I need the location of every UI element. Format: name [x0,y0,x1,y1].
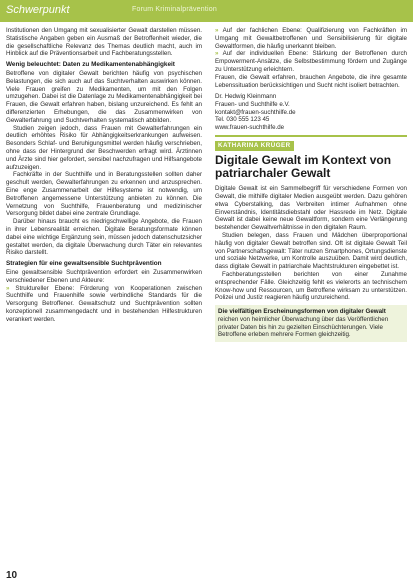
article-title: Digitale Gewalt im Kontext von patriarchaler Gewalt [215,153,392,181]
bullet-arrow-icon: » [6,284,10,292]
paragraph: Digitale Gewalt ist ein Sammelbegriff für verschiedene Formen von Gewalt, die mithilfe digitaler Medien ausgeübt werden. Dazu gehören etwa Cyberstalking, das Verbreiten intimer Aufnahmen ohne Einverständnis, Identitätsdiebstahl oder Hassrede im Netz. Digitale Gewalt ist dabei keine neue Gewaltform, sondern eine Verlängerung bestehender Gewaltverhältnisse in den digitalen Raum. [215,185,407,232]
paragraph: Studien zeigen jedoch, dass Frauen mit Gewalterfahrungen ein deutlich erhöhtes Risiko für Abhängigkeitserkrankungen aufweisen. Besonders Schlaf- und Beruhigungsmittel werden häufig verschrieben, ohne dass der Hintergrund der Beschwerden erfragt wird. Ärztinnen und Ärzte sind hier gefordert, sensibel nachzufragen und Hilfsangebote aufzuzeigen. [6,124,202,171]
highlight-box [215,305,407,342]
section-divider [215,135,407,137]
left-column [6,27,202,323]
contact-line: Frauen- und Suchthilfe e.V. [215,100,290,108]
list-item-text: Auf der individuellen Ebene: Stärkung der Betroffenen durch Empowerment-Ansätze, die Selbstbestimmung fördern und Zugänge zu Unterstützung erleichtern. [215,50,407,73]
paragraph: Fachberatungsstellen berichten von einer Zunahme entsprechender Fälle. Gleichzeitig fehlt es vielerorts an technischem Know-how und Ressourcen, um Betroffene wirksam zu unterstützen. Polizei und Justiz reagieren häufig unzureichend. [215,270,407,302]
paragraph: Frauen, die Gewalt erfahren, brauchen Angebote, die ihre gesamte Lebenssituation berücksichtigen und Sucht nicht isoliert betrachten. [215,73,407,89]
section-header-bar [0,0,413,22]
paragraph: Darüber hinaus braucht es niedrigschwellige Angebote, die Frauen in ihrer Lebensrealität erreichen. Digitale Beratungsformate können dabei eine wichtige Ergänzung sein, müssen jedoch datenschutzsicher gestaltet werden, da digitale Überwachung durch Täter ein relevantes Risiko darstellt. [6,218,202,257]
bullet-arrow-icon: » [215,27,219,34]
list-item [215,27,407,50]
subheading: Strategien für eine gewaltsensible Suchtprävention [6,260,162,268]
paragraph: Fachkräfte in der Suchthilfe und in Beratungsstellen sollten daher geschult werden, Gewalterfahrungen zu erkennen und anzusprechen. Eine enge Zusammenarbeit der Hilfesysteme ist notwendig, um Betroffenen angemessene Unterstützung anbieten zu können. Die Vernetzung von Suchthilfe, Frauenberatung und medizinischer Versorgung bildet dabei eine zentrale Grundlage. [6,171,202,218]
bullet-arrow-icon: » [215,50,219,58]
list-item-text: Struktureller Ebene: Förderung von Kooperationen zwischen Suchthilfe und Frauenhilfe sowie verbindliche Standards für die Versorgung Betroffener. Gewaltschutz und Suchtprävention sollten konzeptionell zusammengedacht und in bestehenden Hilfestrukturen verankert werden. [6,284,202,323]
paragraph: Betroffene von digitaler Gewalt berichten häufig von psychischen Belastungen, die sich auch auf das Suchtverhalten auswirken können. Viele Frauen greifen zu Medikamenten, um mit den Folgen umzugehen. Dabei ist die Datenlage zu Medikamentenabhängigkeit bei Frauen, die Gewalt erfahren haben, bislang unzureichend. Es fehlt an differenzierten Erhebungen, die das Zusammenwirken von Gewalterfahrung und Suchtverhalten systematisch abbilden. [6,69,202,124]
contact-email[interactable]: kontakt@frauen-suchthilfe.de [215,108,296,116]
list-item [215,50,407,73]
author-tag: KATHARINA KRÜGER [215,141,294,151]
paragraph: Institutionen den Umgang mit sexualisierter Gewalt darstellen müssen. Statistische Angaben geben ein Ausmaß der Betroffenheit wieder, die die gesellschaftliche Relevanz des Themas deutlich macht, auch im Hinblick auf die Präventionsarbeit und Fachberatungsstellen. [6,27,202,58]
issue-label: Forum Kriminalprävention [132,6,217,13]
highlight-title: Die vielfältigen Erscheinungsformen von digitaler Gewalt [218,308,386,316]
contact-link[interactable]: www.frauen-suchthilfe.de [215,123,285,131]
list-item [6,285,202,324]
contact-block [215,93,407,131]
page-number: 10 [6,570,18,581]
contact-author: Dr. Hedwig Kleinmann [215,93,277,101]
highlight-text: reichen von heimlicher Überwachung über das Veröffentlichen privater Daten bis hin zu gezielten Einschüchterungen. Viele Betroffene erleben mehrere Formen gleichzeitig. [218,315,389,339]
section-label: Schwerpunkt [6,4,70,16]
contact-phone: Tel. 030 555 123 45 [215,116,270,124]
subheading: Wenig beleuchtet: Daten zu Medikamentenabhängigkeit [6,61,175,69]
right-column [215,27,407,342]
paragraph: Eine gewaltsensible Suchtprävention erfordert ein Zusammenwirken verschiedener Ebenen und Akteure: [6,268,202,284]
list-item-text: Auf der fachlichen Ebene: Qualifizierung von Fachkräften im Umgang mit Gewaltbetroffenen und Sensibilisierung für digitale Gewaltformen, die häufig unerkannt bleiben. [215,27,407,50]
paragraph: Studien belegen, dass Frauen und Mädchen überproportional häufig von digitaler Gewalt betroffen sind. Oft ist digitale Gewalt Teil von Partnerschaftsgewalt: Täter nutzen Smartphones, Ortungsdienste und soziale Netzwerke, um Kontrolle auszuüben. Damit wird deutlich, dass digitale Gewalt in patriarchale Machtstrukturen eingebettet ist. [215,231,407,271]
